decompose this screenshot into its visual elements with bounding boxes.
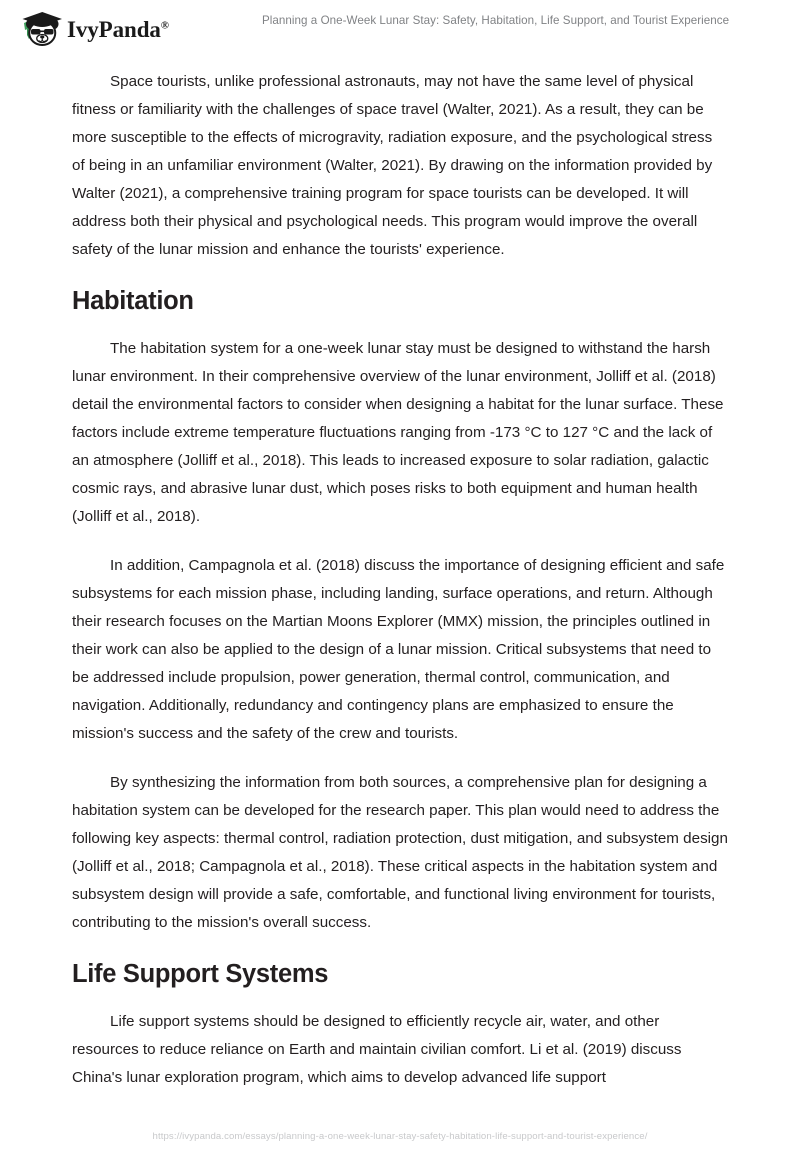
heading-life-support-systems: Life Support Systems <box>72 960 329 988</box>
page-header <box>0 0 800 58</box>
paragraph-space-tourists: Space tourists, unlike professional astronauts, may not have the same level of physical fitness or familiarity with the challenges of space travel (Walter, 2021). As a result, they can be more susceptible to the effects of microgravity, radiation exposure, and the psychological stress of being in an unfamiliar environment (Walter, 2021). By drawing on the information provided by Walter (2021), a comprehensive training program for space tourists can be developed. It will address both their physical and psychological needs. This program would improve the overall safety of the lunar mission and enhance the tourists' experience. <box>72 73 713 258</box>
paragraph-campagnola-subsystems: In addition, Campagnola et al. (2018) discuss the importance of designing efficient and safe subsystems for each mission phase, including landing, surface operations, and return. Although their research focuses on the Martian Moons Explorer (MMX) mission, the principles outlined in their work can also be applied to the design of a lunar mission. Critical subsystems that need to be addressed include propulsion, power generation, thermal control, communication, and navigation. Additionally, redundancy and contingency plans are emphasized to ensure the mission's success and the safety of the crew and tourists. <box>72 557 725 742</box>
registered-trademark-icon: ® <box>160 18 169 31</box>
document-running-title: Planning a One-Week Lunar Stay: Safety, Habitation, Life Support, and Tourist Experience <box>262 14 730 27</box>
brand-name-text: IvyPanda <box>67 16 161 42</box>
paragraph-synthesis-plan: By synthesizing the information from both sources, a comprehensive plan for designing a habitation system can be developed for the research paper. This plan would need to address the following key aspects: thermal control, radiation protection, dust mitigation, and subsystem design (Jolliff et al., 2018; Campagnola et al., 2018). These critical aspects in the habitation system and subsystem design will provide a safe, comfortable, and functional living environment for tourists, contributing to the mission's overall success. <box>72 774 728 931</box>
page-footer <box>0 1126 800 1144</box>
heading-habitation: Habitation <box>72 287 194 315</box>
brand-logo[interactable] <box>18 9 169 49</box>
paragraph-life-support: Life support systems should be designed to efficiently recycle air, water, and other resources to reduce reliance on Earth and maintain civilian comfort. Li et al. (2019) discuss China's lunar exploration program, which aims to develop advanced life support <box>72 1013 682 1086</box>
paragraph-habitation-system: The habitation system for a one-week lunar stay must be designed to withstand the harsh lunar environment. In their comprehensive overview of the lunar environment, Jolliff et al. (2018) detail the environmental factors to consider when designing a habitat for the lunar surface. These factors include extreme temperature fluctuations ranging from -173 °C to 127 °C and the lack of an atmosphere (Jolliff et al., 2018). This leads to increased exposure to solar radiation, galactic cosmic rays, and abrasive lunar dust, which poses risks to both equipment and human health (Jolliff et al., 2018). <box>72 340 724 525</box>
brand-name <box>67 18 169 41</box>
source-url[interactable]: https://ivypanda.com/essays/planning-a-one-week-lunar-stay-safety-habitation-life-support-and-tourist-experience/ <box>152 1131 648 1142</box>
document-body <box>72 68 729 1092</box>
panda-graduation-cap-logo-icon <box>18 9 64 49</box>
